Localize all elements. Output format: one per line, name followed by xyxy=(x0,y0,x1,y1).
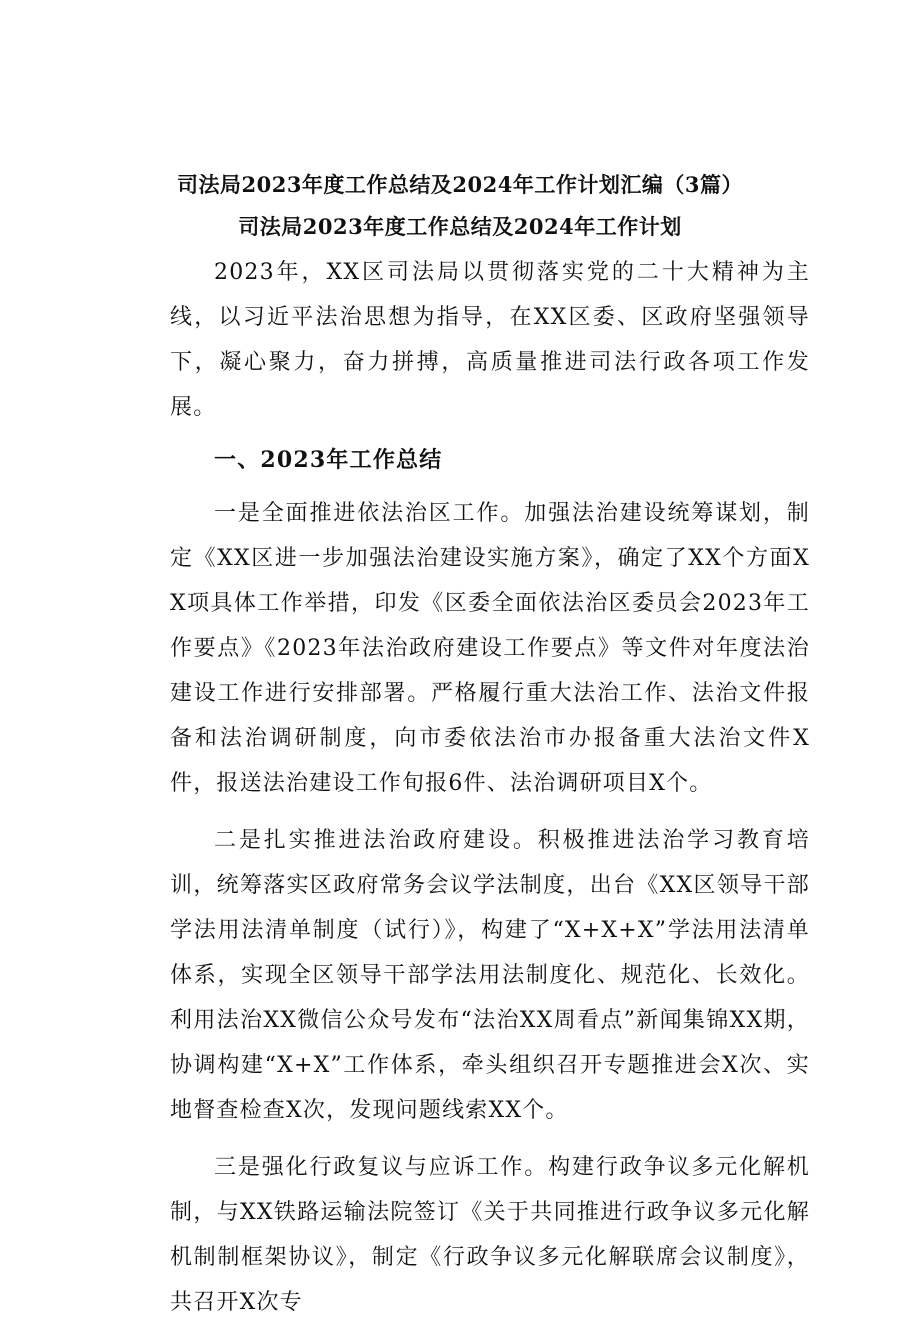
body-paragraph-1: 一是全面推进依法治区工作。加强法治建设统筹谋划，制定《XX区进一步加强法治建设实施方案》，确定了XX个方面XX项具体工作举措，印发《区委全面依法治区委员会2023年工作要点》《2023年法治政府建设工作要点》等文件对年度法治建设工作进行安排部署。严格履行重大法治工作、法治文件报备和法治调研制度，向市委依法治市办报备重大法治文件X件，报送法治建设工作旬报6件、法治调研项目X个。 xyxy=(170,501,810,796)
body-paragraph-2: 二是扎实推进法治政府建设。积极推进法治学习教育培训，统筹落实区政府常务会议学法制度，出台《XX区领导干部学法用法清单制度（试行）》，构建了“X+X+X”学法用法清单体系，实现全区领导干部学法用法制度化、规范化、长效化。利用法治XX微信公众号发布“法治XX周看点”新闻集锦XX期，协调构建“X+X”工作体系，牵头组织召开专题推进会X次、实地督查检查X次，发现问题线索XX个。 xyxy=(170,828,810,1123)
section-heading: 一、2023年工作总结 xyxy=(214,447,443,473)
document-body xyxy=(170,250,810,1325)
intro-paragraph: 2023年，XX区司法局以贯彻落实党的二十大精神为主线，以习近平法治思想为指导，在XX区委、区政府坚强领导下，凝心聚力，奋力拼搏，高质量推进司法行政各项工作发展。 xyxy=(170,260,810,420)
document-subtitle: 司法局2023年度工作总结及2024年工作计划 xyxy=(238,214,682,239)
body-paragraph-3: 三是强化行政复议与应诉工作。构建行政争议多元化解机制，与XX铁路运输法院签订《关于共同推进行政争议多元化解机制制框架协议》，制定《行政争议多元化解联席会议制度》，共召开X次专 xyxy=(170,1155,810,1315)
document-title: 司法局2023年度工作总结及2024年工作计划汇编（3篇） xyxy=(176,172,743,197)
